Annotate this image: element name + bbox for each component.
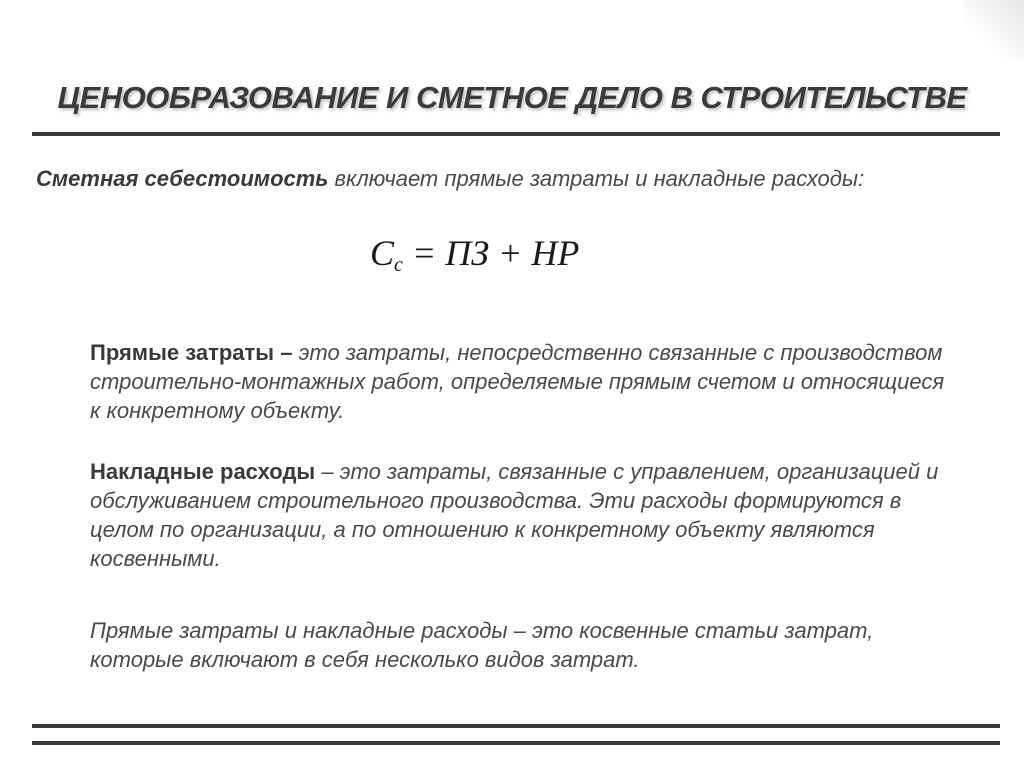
paragraph-text: – это затраты, связанные с управлением, организацией и обслуживанием строительного производства. Эти расходы формируются в целом по организации, а по отношению к конкретному объекту являются косвенными. bbox=[90, 459, 939, 571]
bottom-divider-1 bbox=[32, 724, 1000, 728]
paragraph-text: это затраты, непосредственно связанные с производством строительно-монтажных работ, определяемые прямым счетом и относящиеся к конкретному объекту. bbox=[90, 340, 945, 423]
paragraph-term: Прямые затраты – bbox=[90, 340, 293, 365]
paragraph-summary bbox=[90, 616, 950, 674]
formula-rhs: = ПЗ + НР bbox=[402, 233, 580, 273]
intro-term: Сметная себестоимость bbox=[36, 166, 329, 191]
formula-lhs-subscript: с bbox=[394, 254, 403, 276]
title-divider bbox=[32, 132, 1000, 136]
intro-text: включает прямые затраты и накладные расходы: bbox=[328, 166, 865, 191]
paragraph-term: Накладные расходы bbox=[90, 459, 316, 484]
cost-formula bbox=[370, 232, 579, 277]
corner-decoration bbox=[964, 0, 1024, 60]
paragraph-text: Прямые затраты и накладные расходы – это косвенные статьи затрат, которые включают в себя несколько видов затрат. bbox=[90, 618, 874, 672]
slide-title: ЦЕНООБРАЗОВАНИЕ И СМЕТНОЕ ДЕЛО В СТРОИТЕЛЬСТВЕ bbox=[57, 80, 967, 115]
paragraph-overhead-costs bbox=[90, 457, 950, 573]
formula-lhs: C bbox=[370, 233, 395, 273]
paragraph-direct-costs bbox=[90, 338, 950, 425]
bottom-divider-2 bbox=[32, 741, 1000, 745]
intro-line bbox=[36, 166, 1006, 192]
